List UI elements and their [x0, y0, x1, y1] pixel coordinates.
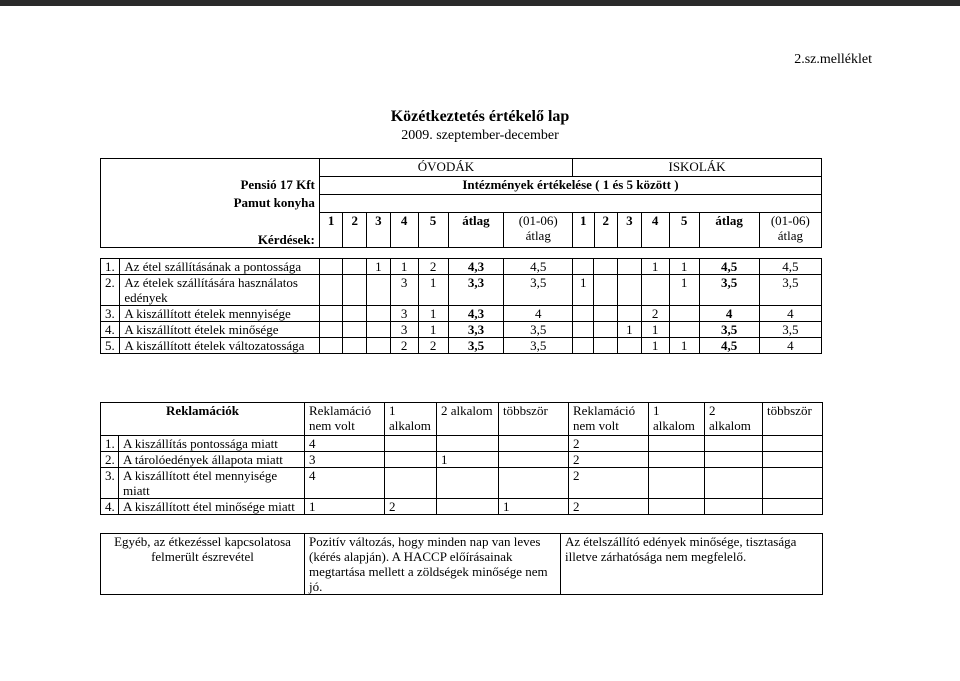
complaint-text: A kiszállítás pontossága miatt	[119, 436, 305, 452]
is-score-count	[669, 306, 699, 322]
ov-score-count	[319, 306, 343, 322]
complaint-count: 4	[305, 436, 385, 452]
ov-score-count	[343, 338, 367, 354]
ov-score-count	[343, 322, 367, 338]
ov-avg-label: átlag	[448, 213, 504, 248]
question-row	[101, 338, 822, 354]
is-score-count	[618, 338, 642, 354]
ov-score-5: 5	[418, 213, 448, 248]
is-average: 4	[699, 306, 759, 322]
complaint-count: 2	[569, 468, 649, 499]
question-row	[101, 306, 822, 322]
complaint-row	[101, 436, 823, 452]
is-prev-average: 4	[759, 338, 821, 354]
is-score-count	[618, 275, 642, 306]
complaint-count: 1	[437, 452, 499, 468]
complaint-count: 1	[499, 499, 569, 515]
is-score-count	[594, 306, 618, 322]
complaints-col-3: 2 alkalom	[437, 403, 499, 436]
is-score-count	[573, 322, 594, 338]
header-spacer	[319, 195, 821, 213]
question-text: Az ételek szállítására használatos edények	[120, 275, 320, 306]
remarks-iskola: Az ételszállító edények minősége, tisztasága illetve zárhatósága nem megfelelő.	[561, 534, 823, 595]
ov-score-count	[343, 275, 367, 306]
ov-average: 4,3	[448, 259, 504, 275]
complaint-count	[499, 436, 569, 452]
complaints-col-4: többször	[499, 403, 569, 436]
ov-score-count: 3	[390, 306, 418, 322]
complaint-count	[385, 452, 437, 468]
complaint-count	[437, 499, 499, 515]
is-average: 4,5	[699, 259, 759, 275]
is-score-count: 1	[669, 275, 699, 306]
question-number: 2.	[101, 275, 120, 306]
complaints-col-6: 1 alkalom	[649, 403, 705, 436]
complaint-number: 4.	[101, 499, 119, 515]
page-title: Közétkeztetés értékelő lap	[390, 108, 570, 125]
complaint-count	[437, 436, 499, 452]
ov-score-count	[367, 322, 391, 338]
complaint-count	[705, 499, 763, 515]
ov-score-count	[343, 259, 367, 275]
ov-score-count	[367, 306, 391, 322]
top-rule	[0, 0, 960, 6]
question-number: 4.	[101, 322, 120, 338]
ov-score-count: 2	[418, 259, 448, 275]
ov-score-count	[319, 338, 343, 354]
ov-prev-average: 4	[504, 306, 573, 322]
complaint-row	[101, 468, 823, 499]
complaint-text: A tárolóedények állapota miatt	[119, 452, 305, 468]
complaints-col-8: többször	[763, 403, 823, 436]
is-prev-average: 4,5	[759, 259, 821, 275]
is-score-count: 1	[641, 338, 669, 354]
questions-label: Kérdések:	[101, 213, 320, 248]
is-score-2: 2	[594, 213, 618, 248]
ov-prev-avg-period: (01-06)	[518, 213, 558, 228]
ov-prev-average: 3,5	[504, 275, 573, 306]
question-text: A kiszállított ételek minősége	[120, 322, 320, 338]
question-row	[101, 259, 822, 275]
ov-score-count	[319, 322, 343, 338]
is-score-count	[573, 259, 594, 275]
ov-prev-average: 3,5	[504, 322, 573, 338]
ov-score-count: 3	[390, 275, 418, 306]
is-score-count: 1	[641, 259, 669, 275]
complaints-col-7: 2 alkalom	[705, 403, 763, 436]
is-prev-avg-label	[759, 213, 821, 248]
question-text: Az étel szállításának a pontossága	[120, 259, 320, 275]
ov-score-3: 3	[367, 213, 391, 248]
complaint-count	[499, 468, 569, 499]
is-average: 4,5	[699, 338, 759, 354]
complaint-count	[649, 436, 705, 452]
is-score-count	[594, 338, 618, 354]
question-text: A kiszállított ételek változatossága	[120, 338, 320, 354]
complaint-count: 2	[569, 436, 649, 452]
group-iskolak: ISKOLÁK	[573, 159, 822, 177]
complaint-count	[705, 436, 763, 452]
question-row	[101, 322, 822, 338]
complaint-count	[705, 452, 763, 468]
complaints-col-5: Reklamáció nem volt	[569, 403, 649, 436]
is-score-count	[641, 275, 669, 306]
complaint-count: 1	[305, 499, 385, 515]
complaints-col-2: 1 alkalom	[385, 403, 437, 436]
remarks-ovoda: Pozitív változás, hogy minden nap van leves (kérés alapján). A HACCP előírásainak megtartása mellett a zöldségek minősége nem jó.	[305, 534, 561, 595]
ov-prev-average: 3,5	[504, 338, 573, 354]
complaint-count	[763, 436, 823, 452]
complaint-count	[385, 436, 437, 452]
is-avg-label: átlag	[699, 213, 759, 248]
ov-score-count	[319, 275, 343, 306]
ov-prev-avg-label	[504, 213, 573, 248]
is-score-count: 2	[641, 306, 669, 322]
is-score-count	[594, 259, 618, 275]
annex-label: 2.sz.melléklet	[794, 52, 872, 67]
complaint-text: A kiszállított étel minősége miatt	[119, 499, 305, 515]
is-score-count: 1	[618, 322, 642, 338]
complaint-row	[101, 452, 823, 468]
complaint-row	[101, 499, 823, 515]
complaint-count	[763, 499, 823, 515]
ov-score-count: 3	[390, 322, 418, 338]
complaint-count	[649, 468, 705, 499]
ov-score-count: 1	[418, 275, 448, 306]
complaint-count: 4	[305, 468, 385, 499]
is-prev-average: 3,5	[759, 322, 821, 338]
is-score-count	[618, 306, 642, 322]
ov-prev-average: 4,5	[504, 259, 573, 275]
ov-average: 3,3	[448, 322, 504, 338]
is-score-count	[669, 322, 699, 338]
complaint-count	[763, 452, 823, 468]
ov-score-count: 2	[390, 338, 418, 354]
complaint-count	[437, 468, 499, 499]
complaint-count	[499, 452, 569, 468]
is-score-count	[594, 322, 618, 338]
header-table	[100, 158, 822, 248]
ov-score-count	[367, 275, 391, 306]
ov-average: 3,3	[448, 275, 504, 306]
complaint-count: 2	[569, 499, 649, 515]
department-name: Pamut konyha	[101, 195, 320, 213]
group-ovodak: ÓVODÁK	[319, 159, 572, 177]
complaint-count	[649, 499, 705, 515]
ov-score-count: 1	[367, 259, 391, 275]
complaint-count	[649, 452, 705, 468]
is-prev-average: 3,5	[759, 275, 821, 306]
is-score-count: 1	[669, 259, 699, 275]
ov-score-count	[319, 259, 343, 275]
is-score-1: 1	[573, 213, 594, 248]
question-row	[101, 275, 822, 306]
complaint-count: 2	[569, 452, 649, 468]
ov-score-count: 2	[418, 338, 448, 354]
is-score-count: 1	[573, 275, 594, 306]
complaint-text: A kiszállított étel mennyisége miatt	[119, 468, 305, 499]
is-score-count	[594, 275, 618, 306]
complaints-col-1: Reklamáció nem volt	[305, 403, 385, 436]
is-score-count	[573, 306, 594, 322]
ov-score-count: 1	[418, 322, 448, 338]
is-score-count	[618, 259, 642, 275]
ov-average: 3,5	[448, 338, 504, 354]
complaint-number: 1.	[101, 436, 119, 452]
is-score-3: 3	[618, 213, 642, 248]
is-average: 3,5	[699, 322, 759, 338]
question-text: A kiszállított ételek mennyisége	[120, 306, 320, 322]
is-average: 3,5	[699, 275, 759, 306]
is-prev-avg-period: (01-06)	[770, 213, 810, 228]
is-score-5: 5	[669, 213, 699, 248]
complaints-table	[100, 402, 823, 515]
question-number: 3.	[101, 306, 120, 322]
ov-score-count: 1	[390, 259, 418, 275]
is-score-count: 1	[641, 322, 669, 338]
complaint-count	[763, 468, 823, 499]
ov-score-4: 4	[390, 213, 418, 248]
ov-score-count: 1	[418, 306, 448, 322]
ov-average: 4,3	[448, 306, 504, 322]
complaint-count: 3	[305, 452, 385, 468]
is-prev-avg-word: átlag	[777, 228, 803, 243]
complaint-number: 3.	[101, 468, 119, 499]
is-score-4: 4	[641, 213, 669, 248]
question-number: 5.	[101, 338, 120, 354]
ov-score-count	[343, 306, 367, 322]
ov-prev-avg-word: átlag	[525, 228, 551, 243]
complaint-count	[705, 468, 763, 499]
header-blank	[101, 159, 320, 177]
is-score-count: 1	[669, 338, 699, 354]
complaint-number: 2.	[101, 452, 119, 468]
remarks-label: Egyéb, az étkezéssel kapcsolatosa felmerült észrevétel	[101, 534, 305, 595]
is-prev-average: 4	[759, 306, 821, 322]
remarks-table	[100, 533, 823, 595]
question-number: 1.	[101, 259, 120, 275]
ov-score-count	[367, 338, 391, 354]
ov-score-1: 1	[319, 213, 343, 248]
complaints-title: Reklamációk	[101, 403, 305, 436]
complaint-count: 2	[385, 499, 437, 515]
is-score-count	[573, 338, 594, 354]
questions-table	[100, 258, 822, 354]
company-name: Pensió 17 Kft	[101, 177, 320, 195]
complaint-count	[385, 468, 437, 499]
rating-label: Intézmények értékelése ( 1 és 5 között )	[319, 177, 821, 195]
page-subtitle: 2009. szeptember-december	[401, 128, 559, 143]
ov-score-2: 2	[343, 213, 367, 248]
